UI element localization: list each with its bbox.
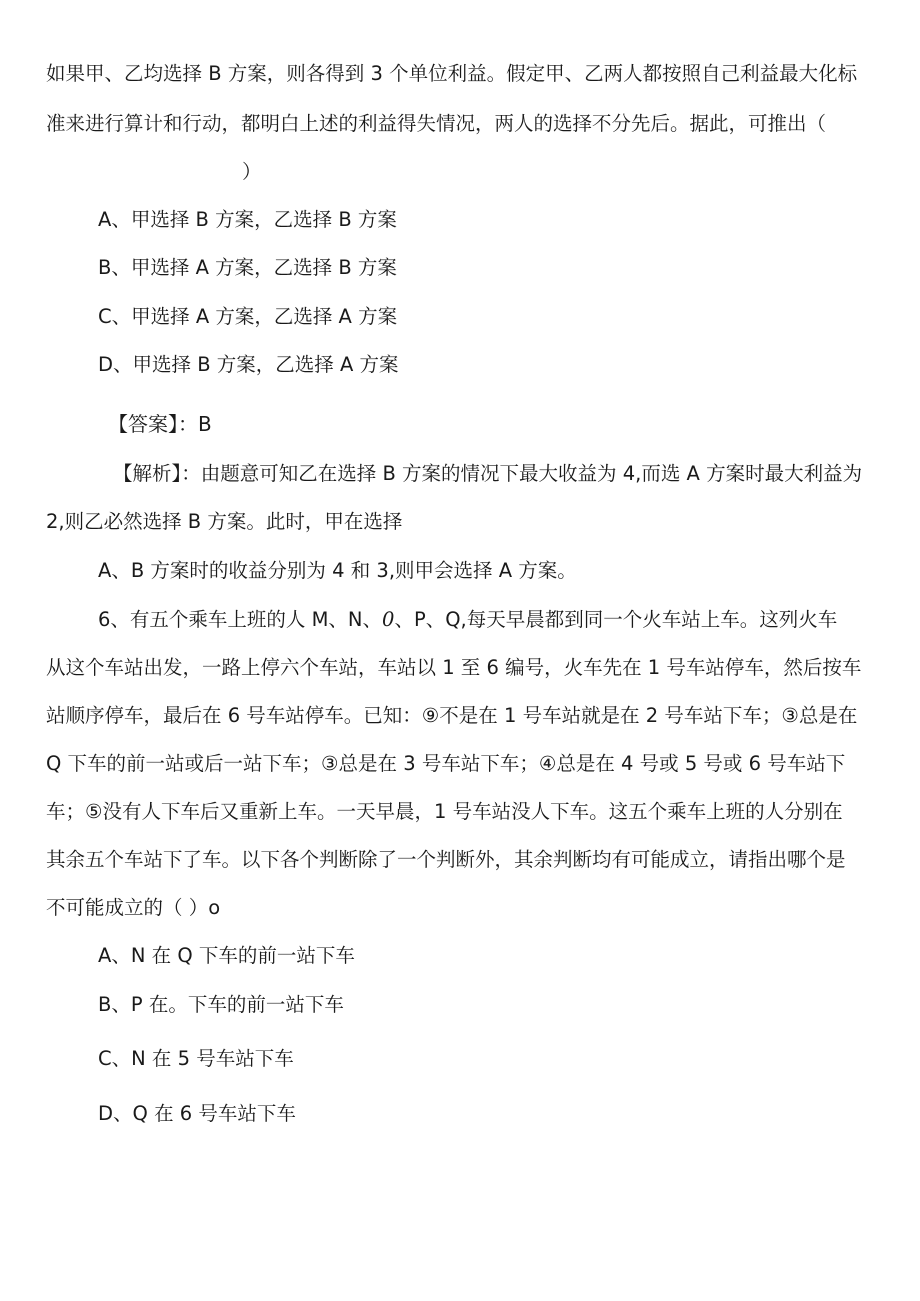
q6-option-b: B、P 在。下车的前一站下车 xyxy=(98,993,344,1016)
q5-option-d: D、甲选择 B 方案，乙选择 A 方案 xyxy=(98,353,399,376)
q6-stem-line-6: 其余五个车站下了车。以下各个判断除了一个判断外，其余判断均有可能成立，请指出哪个是 xyxy=(46,848,846,871)
q6-stem-line-1-italic: 0 xyxy=(382,608,395,631)
q5-option-a: A、甲选择 B 方案，乙选择 B 方案 xyxy=(98,208,397,231)
q6-option-a: A、N 在 Q 下车的前一站下车 xyxy=(98,944,355,967)
q5-analysis-line-1: 【解析】：由题意可知乙在选择 B 方案的情况下最大收益为 4,而选 A 方案时最大利益为 xyxy=(113,462,863,485)
q6-stem-line-1-before: 6、有五个乘车上班的人 M、N、 xyxy=(98,608,383,631)
q6-stem-line-2: 从这个车站出发，一路上停六个车站，车站以 1 至 6 编号，火车先在 1 号车站停车，然后按车 xyxy=(46,656,862,679)
q6-option-c: C、N 在 5 号车站下车 xyxy=(98,1047,294,1070)
q6-option-d: D、Q 在 6 号车站下车 xyxy=(98,1102,296,1125)
q5-stem-line-2: 准来进行算计和行动，都明白上述的利益得失情况，两人的选择不分先后。据此，可推出（ xyxy=(46,112,827,135)
q5-answer: 【答案】：B xyxy=(108,412,212,436)
q5-option-c: C、甲选择 A 方案，乙选择 A 方案 xyxy=(98,305,398,328)
q6-stem-line-7: 不可能成立的（ ）o xyxy=(46,896,221,919)
q5-option-b: B、甲选择 A 方案，乙选择 B 方案 xyxy=(98,256,397,279)
q5-stem-line-1: 如果甲、乙均选择 B 方案，则各得到 3 个单位利益。假定甲、乙两人都按照自己利益最大化标 xyxy=(46,62,858,85)
q6-stem-line-1-after: 、P、Q,每天早晨都到同一个火车站上车。这列火车 xyxy=(394,608,838,631)
q6-stem-line-5: 车；⑤没有人下车后又重新上车。一天早晨，1 号车站没人下车。这五个乘车上班的人分别在 xyxy=(46,800,843,823)
q5-stem-line-3: ） xyxy=(242,160,262,183)
q5-analysis-line-3: A、B 方案时的收益分别为 4 和 3,则甲会选择 A 方案。 xyxy=(98,559,577,582)
q6-stem-line-1 xyxy=(98,610,837,630)
q6-stem-line-3: 站顺序停车，最后在 6 号车站停车。已知：⑨不是在 1 号车站就是在 2 号车站下车；③总是在 xyxy=(46,704,858,727)
q5-analysis-line-2: 2,则乙必然选择 B 方案。此时，甲在选择 xyxy=(46,510,403,533)
q6-stem-line-4: Q 下车的前一站或后一站下车；③总是在 3 号车站下车；④总是在 4 号或 5 号或 6 号车站下 xyxy=(46,752,846,775)
